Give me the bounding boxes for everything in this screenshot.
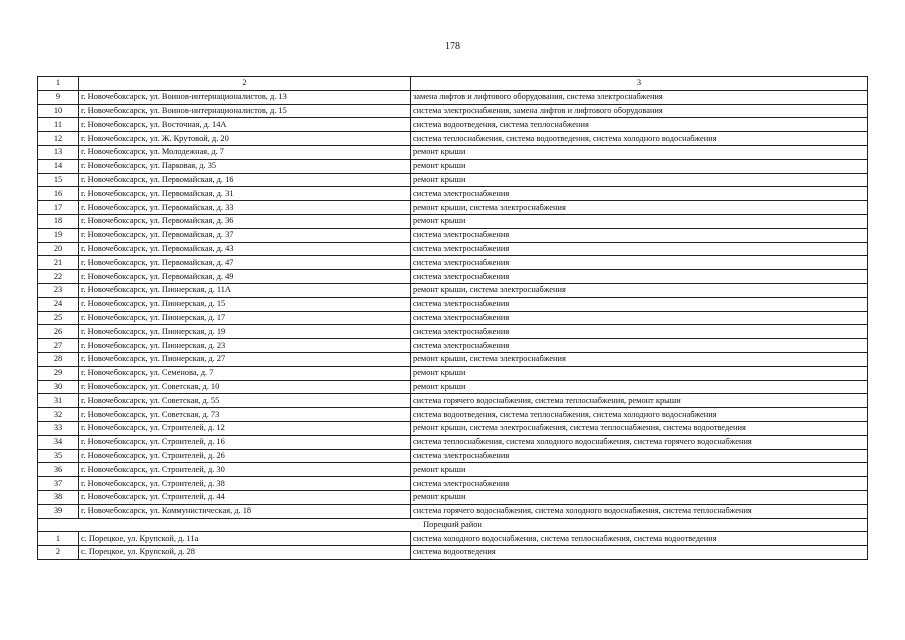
column-header-address: 2 [79, 77, 411, 91]
table-row [38, 270, 868, 284]
row-number-cell: 31 [38, 394, 79, 408]
works-cell: ремонт крыши, система электроснабжения [411, 283, 868, 297]
works-cell: ремонт крыши [411, 366, 868, 380]
address-cell: г. Новочебоксарск, ул. Советская, д. 10 [79, 380, 411, 394]
row-number-cell: 18 [38, 214, 79, 228]
address-cell: г. Новочебоксарск, ул. Советская, д. 55 [79, 394, 411, 408]
works-cell: система водоотведения [411, 546, 868, 560]
works-cell: ремонт крыши [411, 214, 868, 228]
district-header-row [38, 518, 868, 532]
row-number-cell: 10 [38, 104, 79, 118]
table-row [38, 546, 868, 560]
district-title: Порецкий район [38, 518, 868, 532]
table-row [38, 283, 868, 297]
column-header-works: 3 [411, 77, 868, 91]
table-row [38, 173, 868, 187]
row-number-cell: 29 [38, 366, 79, 380]
row-number-cell: 1 [38, 532, 79, 546]
table-row [38, 297, 868, 311]
address-cell: с. Порецкое, ул. Крупской, д. 11а [79, 532, 411, 546]
address-cell: г. Новочебоксарск, ул. Строителей, д. 30 [79, 463, 411, 477]
table-row [38, 394, 868, 408]
column-header-number: 1 [38, 77, 79, 91]
row-number-cell: 15 [38, 173, 79, 187]
header-row [38, 77, 868, 91]
row-number-cell: 12 [38, 132, 79, 146]
table-row [38, 256, 868, 270]
row-number-cell: 19 [38, 228, 79, 242]
row-number-cell: 9 [38, 90, 79, 104]
row-number-cell: 30 [38, 380, 79, 394]
table-row [38, 187, 868, 201]
table-row [38, 311, 868, 325]
works-cell: система горячего водоснабжения, система холодного водоснабжения, система теплоснабжения [411, 504, 868, 518]
works-cell: система электроснабжения [411, 449, 868, 463]
works-cell: система электроснабжения [411, 187, 868, 201]
address-cell: г. Новочебоксарск, ул. Советская, д. 73 [79, 408, 411, 422]
table-row [38, 325, 868, 339]
table-row [38, 435, 868, 449]
address-cell: г. Новочебоксарск, ул. Первомайская, д. 16 [79, 173, 411, 187]
table-row [38, 532, 868, 546]
row-number-cell: 23 [38, 283, 79, 297]
district-section [38, 518, 868, 532]
address-cell: г. Новочебоксарск, ул. Первомайская, д. 37 [79, 228, 411, 242]
works-cell: система электроснабжения [411, 477, 868, 491]
table-row [38, 132, 868, 146]
row-number-cell: 13 [38, 145, 79, 159]
address-cell: г. Новочебоксарск, ул. Воинов-интернационалистов, д. 15 [79, 104, 411, 118]
table-row [38, 214, 868, 228]
works-cell: система электроснабжения [411, 256, 868, 270]
works-cell: система электроснабжения [411, 228, 868, 242]
row-number-cell: 38 [38, 490, 79, 504]
table-row [38, 408, 868, 422]
row-number-cell: 39 [38, 504, 79, 518]
row-number-cell: 27 [38, 339, 79, 353]
table-row [38, 201, 868, 215]
works-cell: система холодного водоснабжения, система теплоснабжения, система водоотведения [411, 532, 868, 546]
row-number-cell: 11 [38, 118, 79, 132]
works-cell: система теплоснабжения, система холодного водоснабжения, система горячего водоснабжения [411, 435, 868, 449]
address-cell: г. Новочебоксарск, ул. Молодежная, д. 7 [79, 145, 411, 159]
row-number-cell: 25 [38, 311, 79, 325]
address-cell: г. Новочебоксарск, ул. Пионерская, д. 17 [79, 311, 411, 325]
row-number-cell: 16 [38, 187, 79, 201]
works-cell: система теплоснабжения, система водоотведения, система холодного водоснабжения [411, 132, 868, 146]
works-cell: ремонт крыши, система электроснабжения [411, 352, 868, 366]
row-number-cell: 28 [38, 352, 79, 366]
works-cell: ремонт крыши, система электроснабжения [411, 201, 868, 215]
address-cell: г. Новочебоксарск, ул. Первомайская, д. 31 [79, 187, 411, 201]
row-number-cell: 37 [38, 477, 79, 491]
address-cell: г. Новочебоксарск, ул. Строителей, д. 12 [79, 421, 411, 435]
table-row [38, 159, 868, 173]
table-row [38, 504, 868, 518]
table-row [38, 490, 868, 504]
table-header [38, 77, 868, 91]
works-cell: ремонт крыши, система электроснабжения, система теплоснабжения, система водоотведения [411, 421, 868, 435]
works-cell: система электроснабжения [411, 297, 868, 311]
row-number-cell: 20 [38, 242, 79, 256]
address-cell: г. Новочебоксарск, ул. Восточная, д. 14А [79, 118, 411, 132]
table-row [38, 339, 868, 353]
table-row [38, 145, 868, 159]
row-number-cell: 21 [38, 256, 79, 270]
works-cell: ремонт крыши [411, 380, 868, 394]
table-row [38, 104, 868, 118]
row-number-cell: 35 [38, 449, 79, 463]
row-number-cell: 22 [38, 270, 79, 284]
address-cell: г. Новочебоксарск, ул. Пионерская, д. 23 [79, 339, 411, 353]
works-cell: система электроснабжения [411, 325, 868, 339]
table-row [38, 90, 868, 104]
row-number-cell: 2 [38, 546, 79, 560]
table-row [38, 463, 868, 477]
table-row [38, 228, 868, 242]
page-number: 178 [445, 41, 460, 52]
works-cell: система водоотведения, система теплоснабжения [411, 118, 868, 132]
table-row [38, 118, 868, 132]
table-row [38, 366, 868, 380]
address-cell: г. Новочебоксарск, ул. Строителей, д. 38 [79, 477, 411, 491]
address-cell: г. Новочебоксарск, ул. Воинов-интернационалистов, д. 13 [79, 90, 411, 104]
address-cell: г. Новочебоксарск, ул. Пионерская, д. 27 [79, 352, 411, 366]
works-cell: система электроснабжения [411, 270, 868, 284]
works-cell: ремонт крыши [411, 463, 868, 477]
works-cell: система электроснабжения, замена лифтов и лифтового оборудования [411, 104, 868, 118]
table-row [38, 380, 868, 394]
address-cell: г. Новочебоксарск, ул. Первомайская, д. 33 [79, 201, 411, 215]
row-number-cell: 34 [38, 435, 79, 449]
address-cell: г. Новочебоксарск, ул. Пионерская, д. 19 [79, 325, 411, 339]
table-row [38, 449, 868, 463]
address-cell: г. Новочебоксарск, ул. Коммунистическая, д. 18 [79, 504, 411, 518]
works-cell: ремонт крыши [411, 490, 868, 504]
works-cell: система электроснабжения [411, 339, 868, 353]
row-number-cell: 24 [38, 297, 79, 311]
address-cell: г. Новочебоксарск, ул. Первомайская, д. 36 [79, 214, 411, 228]
address-cell: г. Новочебоксарск, ул. Пионерская, д. 15 [79, 297, 411, 311]
works-cell: система водоотведения, система теплоснабжения, система холодного водоснабжения [411, 408, 868, 422]
address-cell: с. Порецкое, ул. Крупской, д. 28 [79, 546, 411, 560]
works-cell: система горячего водоснабжения, система теплоснабжения, ремонт крыши [411, 394, 868, 408]
district-table-body [38, 532, 868, 560]
works-cell: ремонт крыши [411, 159, 868, 173]
row-number-cell: 26 [38, 325, 79, 339]
address-cell: г. Новочебоксарск, ул. Пионерская, д. 11А [79, 283, 411, 297]
works-cell: ремонт крыши [411, 173, 868, 187]
address-cell: г. Новочебоксарск, ул. Первомайская, д. 43 [79, 242, 411, 256]
address-cell: г. Новочебоксарск, ул. Первомайская, д. 49 [79, 270, 411, 284]
address-cell: г. Новочебоксарск, ул. Первомайская, д. 47 [79, 256, 411, 270]
row-number-cell: 33 [38, 421, 79, 435]
address-cell: г. Новочебоксарск, ул. Строителей, д. 26 [79, 449, 411, 463]
row-number-cell: 32 [38, 408, 79, 422]
repair-registry-table [37, 76, 868, 560]
row-number-cell: 14 [38, 159, 79, 173]
row-number-cell: 17 [38, 201, 79, 215]
address-cell: г. Новочебоксарск, ул. Строителей, д. 44 [79, 490, 411, 504]
address-cell: г. Новочебоксарск, ул. Строителей, д. 16 [79, 435, 411, 449]
works-cell: ремонт крыши [411, 145, 868, 159]
works-cell: система электроснабжения [411, 311, 868, 325]
address-cell: г. Новочебоксарск, ул. Семенова, д. 7 [79, 366, 411, 380]
table-body [38, 90, 868, 518]
table-row [38, 477, 868, 491]
row-number-cell: 36 [38, 463, 79, 477]
table-row [38, 352, 868, 366]
address-cell: г. Новочебоксарск, ул. Парковая, д. 35 [79, 159, 411, 173]
works-cell: замена лифтов и лифтового оборудования, система электроснабжения [411, 90, 868, 104]
table-row [38, 242, 868, 256]
table-row [38, 421, 868, 435]
address-cell: г. Новочебоксарск, ул. Ж. Крутовой, д. 20 [79, 132, 411, 146]
works-cell: система электроснабжения [411, 242, 868, 256]
